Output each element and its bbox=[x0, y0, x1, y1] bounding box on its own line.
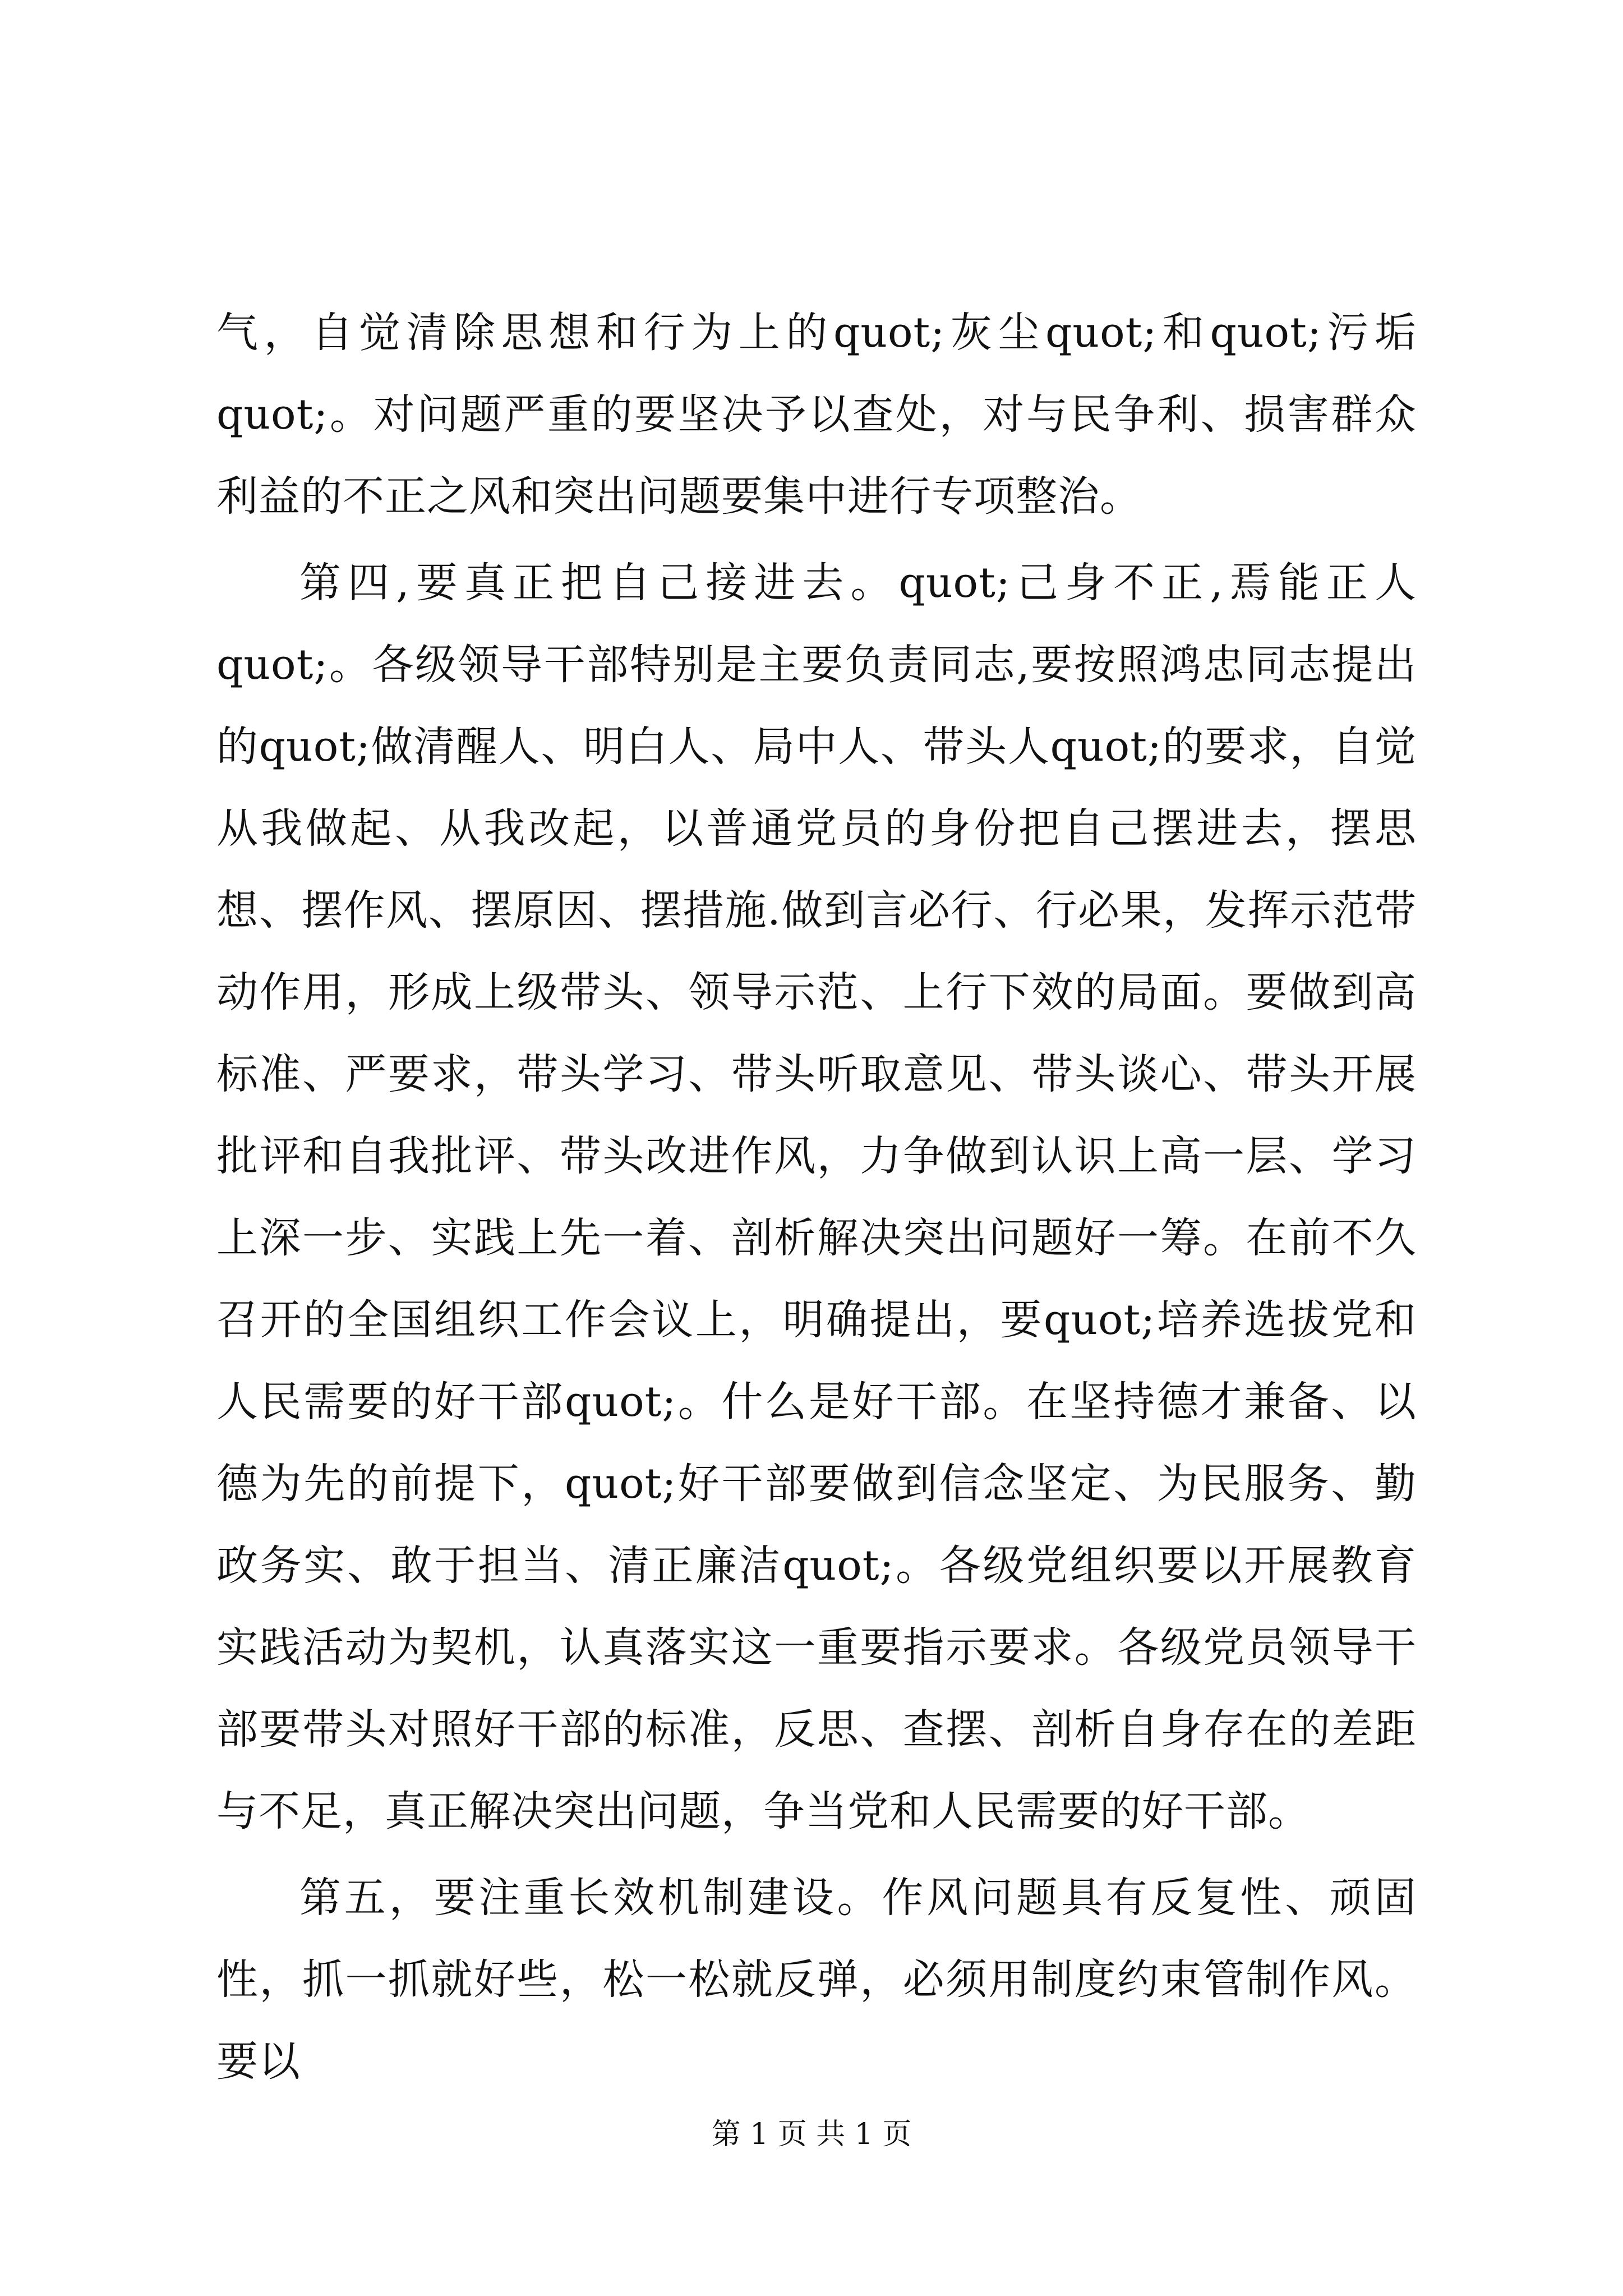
paragraph-2: 第四,要真正把自己接进去。quot;己身不正,焉能正人quot;。各级领导干部特别是主要负责同志,要按照鸿忠同志提出的quot;做清醒人、明白人、局中人、带头人quot;的要求，自觉从我做起、从我改起，以普通党员的身份把自己摆进去，摆思想、摆作风、摆原因、摆措施.做到言必行、行必果，发挥示范带动作用，形成上级带头、领导示范、上行下效的局面。要做到高标准、严要求，带头学习、带头听取意见、带头谈心、带头开展批评和自我批评、带头改进作风，力争做到认识上高一层、学习上深一步、实践上先一着、剖析解决突出问题好一筹。在前不久召开的全国组织工作会议上，明确提出，要quot;培养选拔党和人民需要的好干部quot;。什么是好干部。在坚持德才兼备、以德为先的前提下，quot;好干部要做到信念坚定、为民服务、勤政务实、敢于担当、清正廉洁quot;。各级党组织要以开展教育实践活动为契机，认真落实这一重要指示要求。各级党员领导干部要带头对照好干部的标准，反思、查摆、剖析自身存在的差距与不足，真正解决突出问题，争当党和人民需要的好干部。 bbox=[216, 559, 1417, 1835]
document-body bbox=[216, 292, 1417, 2102]
page-footer: 第 1 页 共 1 页 bbox=[711, 2118, 912, 2151]
paragraph-1: 气，自觉清除思想和行为上的quot;灰尘quot;和quot;污垢quot;。对问题严重的要坚决予以查处，对与民争利、损害群众利益的不正之风和突出问题要集中进行专项整治。 bbox=[216, 309, 1417, 521]
paragraph-3: 第五，要注重长效机制建设。作风问题具有反复性、顽固性，抓一抓就好些，松一松就反弹，必须用制度约束管制作风。要以 bbox=[216, 1874, 1417, 2086]
